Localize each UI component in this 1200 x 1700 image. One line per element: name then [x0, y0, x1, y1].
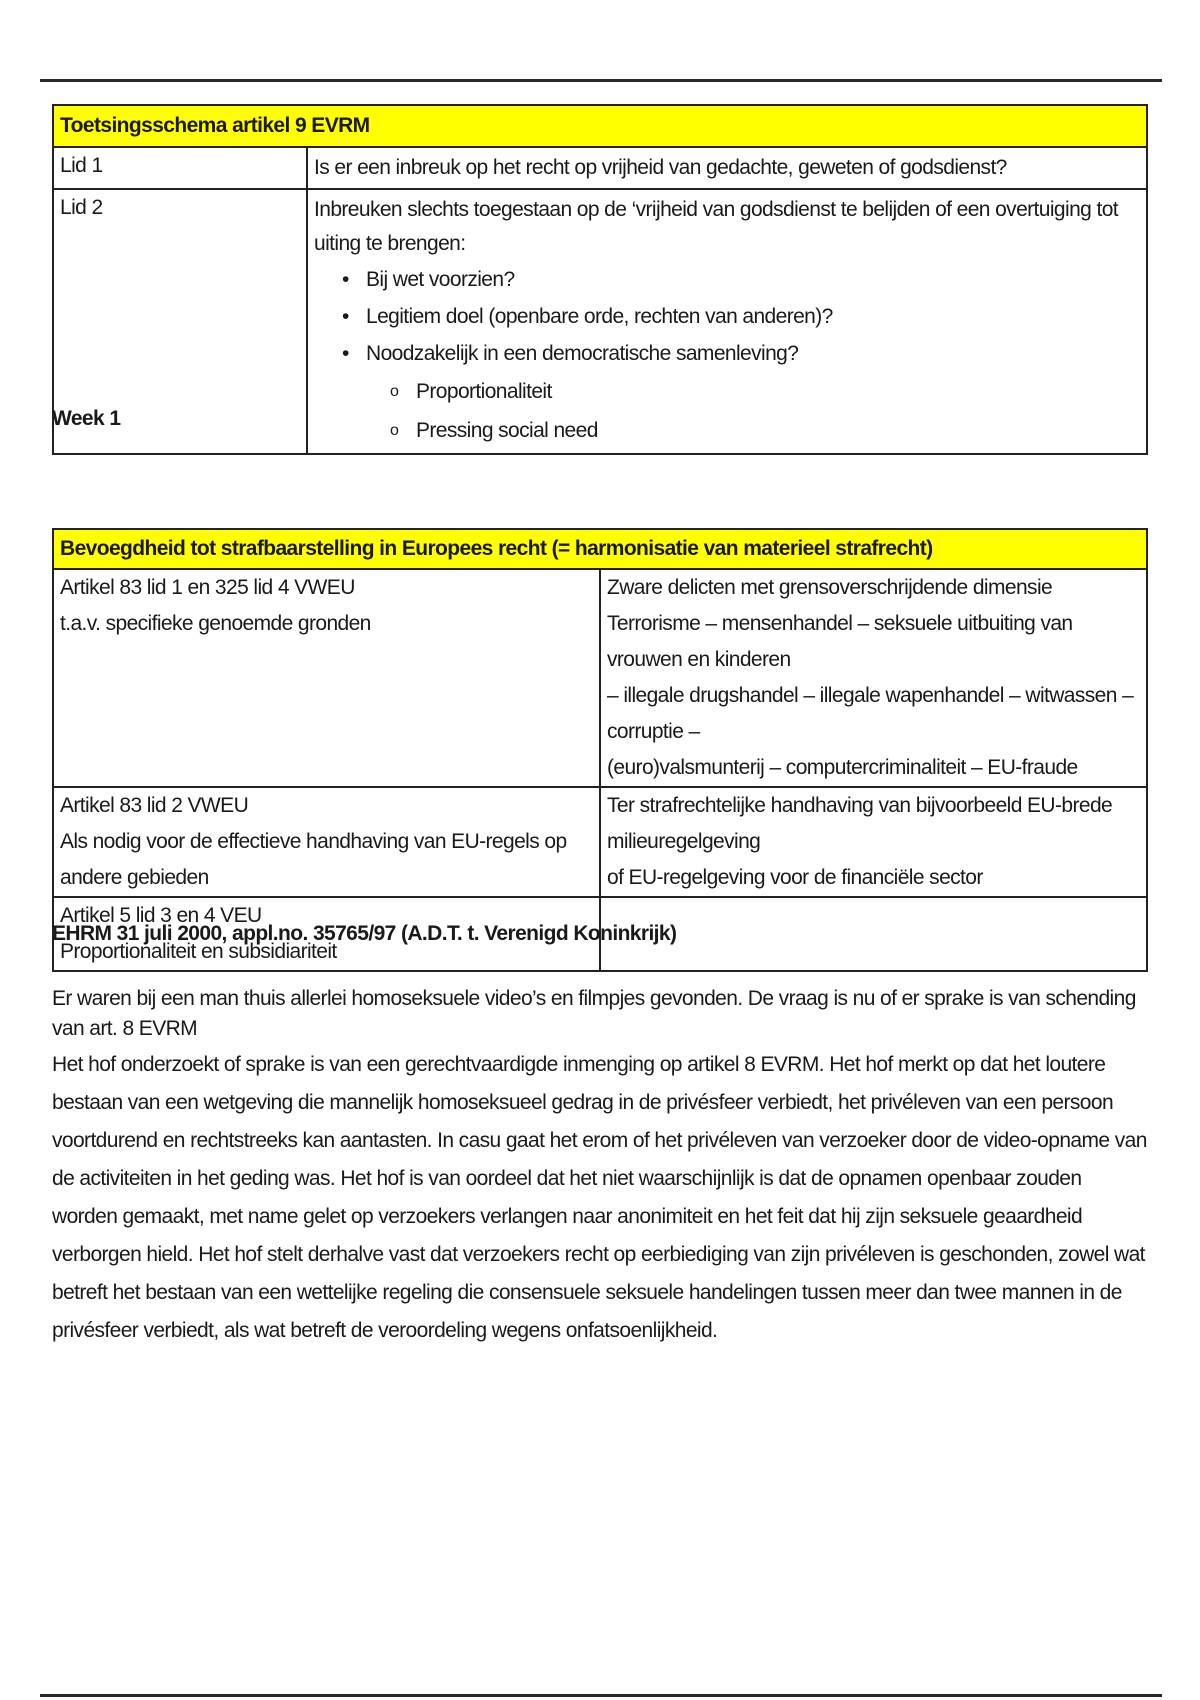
table2-title: Bevoegdheid tot strafbaarstelling in Europees recht (= harmonisatie van materieel strafrecht) [53, 529, 1147, 569]
row-label: Lid 2 [53, 189, 307, 454]
cell-line: t.a.v. specifieke genoemde gronden [60, 612, 371, 635]
row-text: Is er een inbreuk op het recht op vrijheid van gedachte, geweten of godsdienst? [307, 147, 1147, 189]
list-item: o Pressing social need [416, 411, 1140, 450]
top-rule [40, 79, 1162, 82]
list-item-text: Noodzakelijk in een democratische samenleving? [366, 342, 799, 365]
table-row [53, 569, 1147, 787]
cell-line: Als nodig voor de effectieve handhaving van EU-regels op andere gebieden [60, 830, 567, 889]
cell-line: Ter strafrechtelijke handhaving van bijvoorbeeld EU-brede milieuregelgeving [607, 794, 1113, 853]
cell-line: Proportionaliteit en subsidiariteit [60, 940, 337, 963]
cell-left [53, 569, 600, 787]
cell-line: of EU-regelgeving voor de financiële sector [607, 866, 983, 889]
case-paragraph: Het hof onderzoekt of sprake is van een gerechtvaardigde inmenging op artikel 8 EVRM. Het hof merkt op dat het loutere bestaan van een wetgeving die mannelijk homoseksueel gedrag in de privésfeer verbiedt, het privéleven van een persoon voortdurend en rechtstreeks kan aantasten. In casu gaat het erom of het privéleven van verzoeker door de video-opname van de activiteiten in het geding was. Het hof is van oordeel dat het niet waarschijnlijk is dat de opnamen openbaar zouden worden gemaakt, met name gelet op verzoekers verlangen naar anonimiteit en het feit dat hij zijn seksuele geaardheid verborgen hield. Het hof stelt derhalve vast dat verzoekers recht op eerbiediging van zijn privéleven is geschonden, zowel wat betreft het bestaan van een wettelijke regeling die consensuele seksuele handelingen tussen meer dan twee mannen in de privésfeer verbiedt, als wat betreft de veroordeling wegens onfatsoenlijkheid. [52, 1053, 1147, 1342]
row-label: Lid 1 [53, 147, 307, 189]
cell-left [53, 787, 600, 897]
list-item: o Proportionaliteit [416, 372, 1140, 411]
case-paragraph: Er waren bij een man thuis allerlei homoseksuele video’s en filmpjes gevonden. De vraag is nu of er sprake is van schending van art. 8 EVRM [52, 987, 1136, 1040]
cell-line: – illegale drugshandel – illegale wapenhandel – witwassen – corruptie – [607, 684, 1134, 743]
list-item: • Bij wet voorzien? [366, 261, 1140, 298]
table-bevoegdheid [52, 528, 1148, 972]
bullet-list [314, 261, 1140, 450]
cell-line: Zware delicten met grensoverschrijdende dimensie [607, 576, 1053, 599]
table-row [53, 787, 1147, 897]
row-content [307, 189, 1147, 454]
cell-right [600, 787, 1147, 897]
cell-line: Terrorisme – mensenhandel – seksuele uitbuiting van vrouwen en kinderen [607, 612, 1073, 671]
case-title: EHRM 31 juli 2000, appl.no. 35765/97 (A.D.T. t. Verenigd Koninkrijk) [52, 922, 677, 945]
cell-line: Artikel 83 lid 2 VWEU [60, 794, 249, 817]
row-intro: Inbreuken slechts toegestaan op de ‘vrijheid van godsdienst te belijden of een overtuiging tot uiting te brengen: [314, 198, 1119, 255]
list-item: • Legitiem doel (openbare orde, rechten van anderen)? [366, 298, 1140, 335]
table-row [53, 147, 1147, 189]
cell-right [600, 569, 1147, 787]
table-toetsingsschema [52, 104, 1148, 455]
table1-title: Toetsingsschema artikel 9 EVRM [53, 105, 1147, 147]
cell-line: Artikel 83 lid 1 en 325 lid 4 VWEU [60, 576, 355, 599]
bottom-rule [40, 1694, 1162, 1697]
table-row [53, 189, 1147, 454]
week-label: Week 1 [52, 407, 121, 430]
list-item [366, 335, 1140, 450]
sub-bullet-list [366, 372, 1140, 450]
cell-line: (euro)valsmunterij – computercriminaliteit – EU-fraude [607, 756, 1078, 779]
cell-line: Artikel 5 lid 3 en 4 VEU [60, 904, 262, 927]
